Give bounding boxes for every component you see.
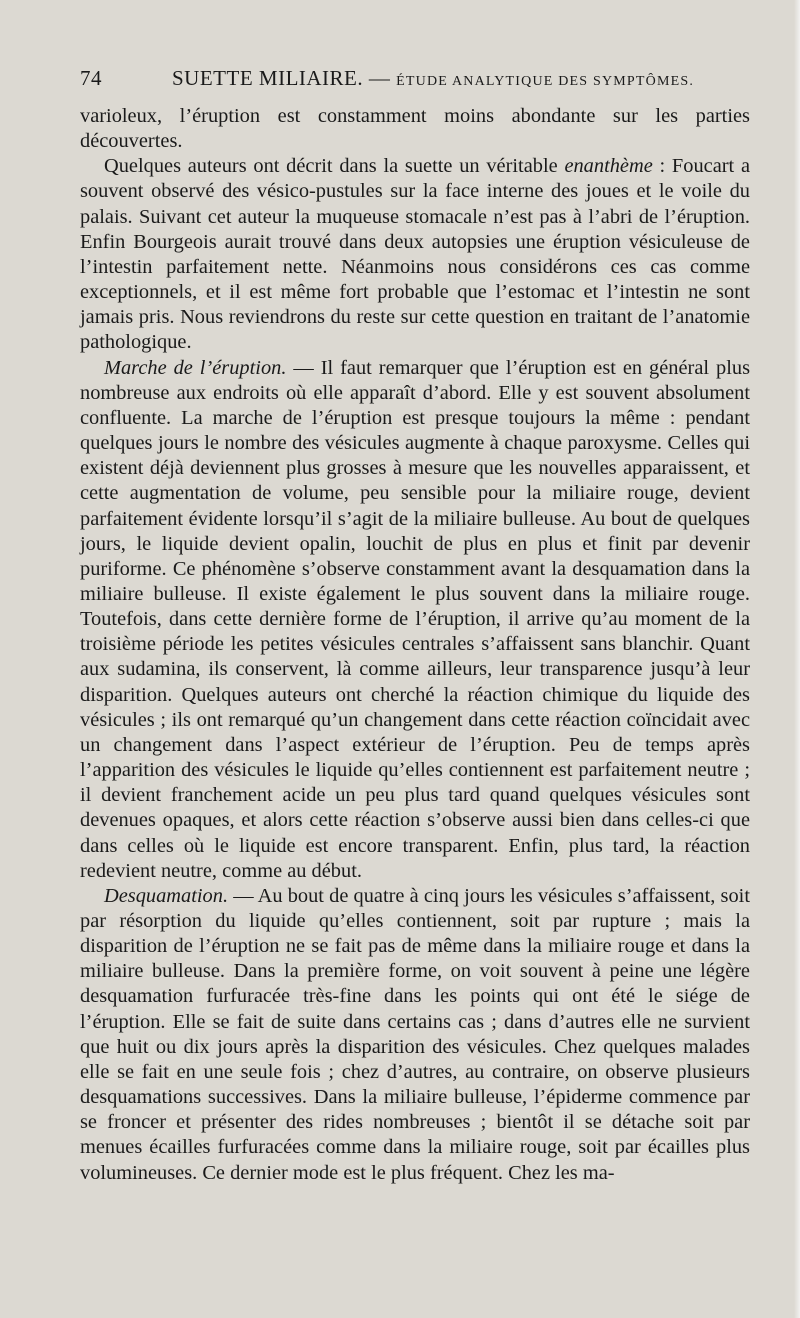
page-number: 74 [80,66,102,90]
enanthème-term: enanthème [564,155,653,178]
paragraph-3-text: — Il faut remarquer que l’éruption est en général plus nombreuse aux endroits où elle apparaît d’abord. Elle y est souvent absolument confluente. La marche de l’éruption est presque toujours la même : pendant quelques jours le nombre des vésicules augmente à chaque paroxysme. Celles qui existent déjà deviennent plus grosses à mesure que les nouvelles apparaissent, et cette augmentation de volume, peu sensible pour la miliaire rouge, devient parfaitement évidente lorsqu’il s’agit de la miliaire bulleuse. Au bout de quelques jours, le liquide devient opalin, louchit de plus en plus et finit par devenir puriforme. Ce phénomène s’observe constamment avant la desquamation dans la miliaire bulleuse. Il existe également le plus souvent dans la miliaire rouge. Toutefois, dans cette dernière forme de l’éruption, il arrive qu’au moment de la troisième période les petites vésicules centrales s’affaissent sans blanchir. Quant aux sudamina, ils conservent, là comme ailleurs, leur transparence jusqu’à leur disparition. Quelques auteurs ont cherché la réaction chimique du liquide des vésicules ; ils ont remarqué qu’un changement dans cette réaction coïncidait avec un changement dans l’aspect extérieur de l’éruption. Peu de temps après l’apparition des vésicules le liquide qu’elles contiennent est parfaitement neutre ; il devient franchement acide un peu plus tard quand quelques vésicules sont devenues opaques, et alors cette réaction s’observe aussi bien dans celles-ci que dans celles où le liquide est encore transparent. Enfin, plus tard, la réaction redevient neutre, comme au début. [80,356,750,882]
running-title-separator: — [368,66,391,90]
paragraph-4-text: — Au bout de quatre à cinq jours les vésicules s’affaissent, soit par résorption du liquide qu’elles contiennent, soit par rupture ; mais la disparition de l’éruption ne se fait pas de même dans la miliaire rouge et dans la miliaire bulleuse. Dans la première forme, on voit souvent à peine une légère desquamation furfuracée très-fine dans les points qui ont été le siége de l’éruption. Elle se fait de suite dans certains cas ; dans d’autres elle ne survient que huit ou dix jours après la disparition des vésicules. Chez quelques malades elle se fait en une seule fois ; chez d’autres, au contraire, on observe plusieurs desquamations successives. Dans la miliaire bulleuse, l’épiderme commence par se froncer et présenter des rides nombreuses ; bientôt il se détache soit par menues écailles furfuracées comme dans la miliaire rouge, soit par écailles plus volumineuses. Ce dernier mode est le plus fréquent. Chez les ma- [80,884,750,1184]
page-header [80,66,748,100]
paragraph-4 [80,884,750,1186]
running-title-main: SUETTE MILIAIRE. [172,66,364,90]
paragraph-2 [80,154,750,355]
paragraph-2-lead: Quelques auteurs ont décrit dans la suette un véritable [104,155,565,178]
running-title [172,66,694,91]
paragraph-3 [80,356,750,884]
running-title-sub: ÉTUDE ANALYTIQUE DES SYMPTÔMES. [396,74,695,89]
paragraph-2-rest: : Foucart a souvent observé des vésico-pustules sur la face interne des joues et le voile du palais. Suivant cet auteur la muqueuse stomacale n’est pas à l’abri de l’éruption. Enfin Bourgeois aurait trouvé dans deux autopsies une éruption vésiculeuse de l’intestin parfaitement nette. Néanmoins nous considérons ces cas comme exceptionnels, et il est même fort probable que l’estomac et l’intestin ne sont jamais pris. Nous reviendrons du reste sur cette question en traitant de l’anatomie pathologique. [80,155,750,354]
paragraph-1: varioleux, l’éruption est constamment moins abondante sur les parties découvertes. [80,105,750,153]
page-edge [794,0,800,1318]
section-heading-marche: Marche de l’éruption. [104,356,287,379]
section-heading-desquamation: Desquamation. [104,884,229,907]
body-text [80,104,750,1186]
